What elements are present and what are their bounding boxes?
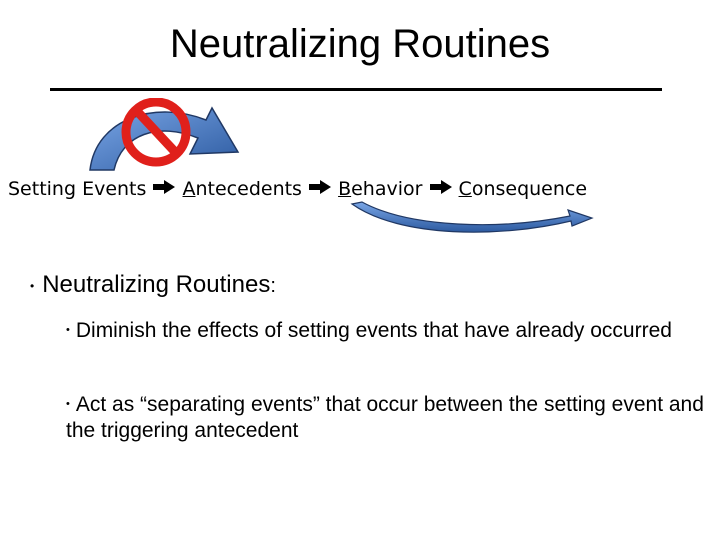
sequence-item-antecedents: Antecedents: [182, 177, 302, 200]
sub-bullet-separating-events: • Act as “separating events” that occur between the setting event and the triggering antecedent: [66, 392, 706, 444]
sub-bullet-diminish: • Diminish the effects of setting events that have already occurred: [66, 318, 706, 344]
sequence-item-setting-events: Setting Events: [8, 177, 147, 200]
right-arrow-icon: [152, 179, 176, 195]
right-arrow-icon: [308, 179, 332, 195]
sequence-item-behavior: Behavior: [338, 177, 423, 200]
right-arrow-icon: [429, 179, 453, 195]
curved-arrow-icon: [350, 200, 595, 240]
sequence-item-consequence: Consequence: [458, 177, 588, 200]
bullet-dot: •: [30, 278, 35, 293]
bullet-dot: •: [66, 397, 70, 410]
title-divider: [50, 88, 662, 91]
behavior-sequence: [8, 176, 587, 201]
slide-title: Neutralizing Routines: [169, 22, 551, 66]
no-symbol-icon: [86, 98, 246, 178]
bullet-dot: •: [66, 323, 70, 336]
bullet-neutralizing-routines: • Neutralizing Routines:: [30, 270, 276, 301]
